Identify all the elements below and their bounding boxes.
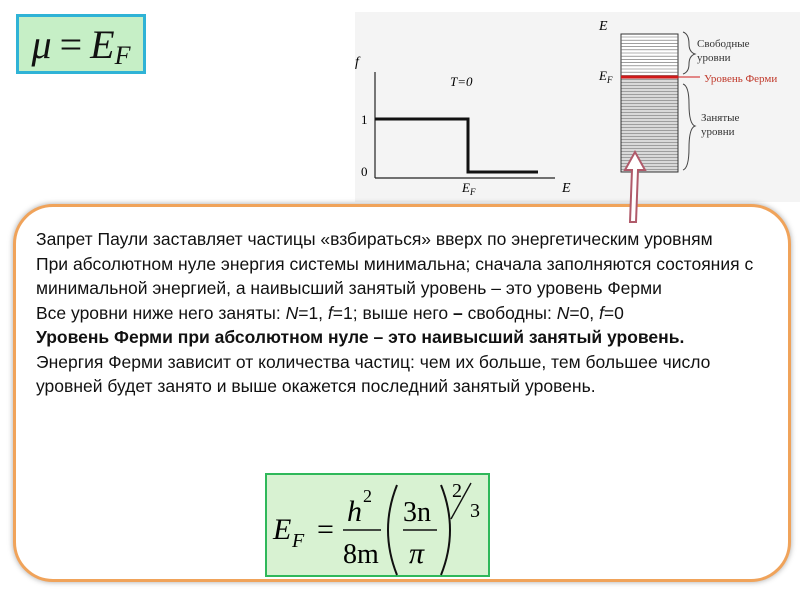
- fermi-level-label: Уровень Ферми: [704, 73, 778, 85]
- formula-h-exponent: 2: [363, 486, 372, 506]
- energy-symbol: E: [90, 21, 115, 67]
- occupation-statement: Все уровни ниже него заняты: N=1, f=1; выше него – свободны: N=0, f=0: [36, 302, 624, 323]
- pointer-arrow: [620, 150, 650, 225]
- tick-one: 1: [361, 112, 368, 127]
- ef-level-label: $E_F$: [599, 68, 613, 85]
- tick-zero: 0: [361, 164, 368, 179]
- occupied-label-line1: Занятые: [701, 112, 740, 124]
- free-brace: [683, 32, 695, 74]
- right-paren: [441, 485, 450, 575]
- formula-h: h: [347, 495, 362, 528]
- ef-tick-label: $E_F$: [462, 180, 476, 197]
- energy-axis-label: E: [599, 19, 608, 34]
- fermi-subscript: F: [114, 41, 131, 70]
- temperature-label: T=0: [450, 74, 473, 89]
- y-axis-label: f: [355, 55, 359, 70]
- formula-pi: π: [409, 537, 425, 570]
- formula-equals: =: [317, 513, 334, 546]
- fermi-figure: [355, 12, 800, 202]
- arrow-shape: [625, 152, 645, 222]
- fermi-definition: Уровень Ферми при абсолютном нуле – это наивысший занятый уровень.: [36, 327, 685, 347]
- formula-e: E: [273, 513, 292, 546]
- fermi-energy-formula-svg: [267, 475, 492, 579]
- step-function: [375, 119, 538, 172]
- occupied-label-line2: уровни: [701, 126, 735, 138]
- free-label-line2: уровни: [697, 52, 731, 64]
- fermi-energy-formula: [265, 473, 490, 577]
- chemical-potential-formula: [16, 14, 146, 74]
- distribution-plot: [355, 55, 571, 197]
- fermi-figure-svg: [355, 12, 800, 202]
- fermi-energy-dependence: Энергия Ферми зависит от количества частиц: чем их больше, тем большее число уровней будет занято и выше окажется последний занятый уровень.: [36, 351, 711, 396]
- free-label-line1: Свободные: [697, 38, 750, 50]
- equals-sign: =: [59, 21, 83, 67]
- absolute-zero-statement: При абсолютном нуле энергия системы минимальна; сначала заполняются состояния с минимальной энергией, а наивысший занятый уровень – это уровень Ферми: [36, 253, 754, 298]
- pauli-statement: Запрет Паули заставляет частицы «взбираться» вверх по энергетическим уровням: [36, 229, 713, 249]
- mu-symbol: μ: [31, 21, 52, 67]
- callout-text: [36, 227, 771, 399]
- left-paren: [388, 485, 397, 575]
- formula-denominator: 8m: [343, 539, 379, 570]
- formula-3n: 3n: [403, 497, 431, 528]
- formula-f-subscript: F: [292, 530, 305, 552]
- x-axis-label: E: [562, 181, 571, 196]
- exponent-denominator: 3: [470, 500, 480, 522]
- occupied-brace: [683, 84, 695, 170]
- exponent-numerator: 2: [452, 480, 462, 502]
